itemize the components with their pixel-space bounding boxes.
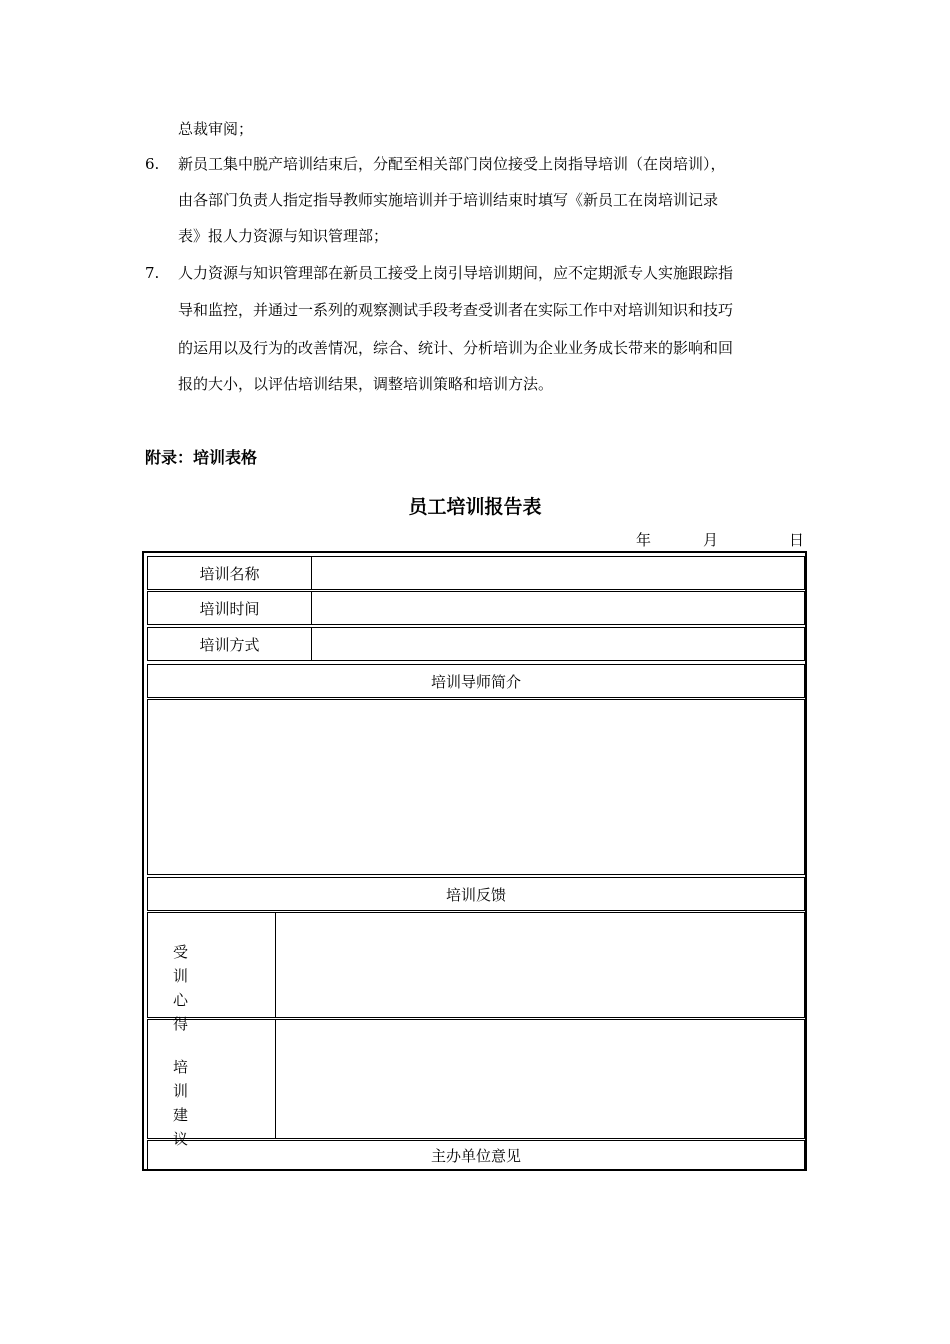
suggestion-label-cell — [147, 1019, 276, 1148]
organizer-opinion-header: 主办单位意见 — [147, 1140, 805, 1170]
text-line: 新员工集中脱产培训结束后，分配至相关部门岗位接受上岗指导培训（在岗培训）， — [178, 155, 726, 173]
instructor-intro-header: 培训导师简介 — [147, 664, 805, 698]
experience-char: 得 — [173, 1015, 189, 1033]
date-year-label: 年 — [636, 531, 652, 549]
date-month-label: 月 — [703, 531, 719, 549]
training-time-field[interactable] — [311, 591, 805, 625]
text-line: 的运用以及行为的改善情况，综合、统计、分析培训为企业业务成长带来的影响和回 — [178, 339, 734, 357]
suggestion-field[interactable] — [275, 1019, 805, 1139]
text-line: 报的大小，以评估培训结果，调整培训策略和培训方法。 — [178, 375, 554, 393]
suggestion-char: 建 — [173, 1106, 189, 1124]
suggestion-char: 培 — [173, 1058, 189, 1076]
training-time-label: 培训时间 — [147, 591, 312, 625]
training-name-label: 培训名称 — [147, 556, 312, 590]
date-day-label: 日 — [789, 531, 805, 549]
list-number: 6. — [145, 155, 160, 173]
form-title: 员工培训报告表 — [408, 496, 542, 518]
text-line: 由各部门负责人指定指导教师实施培训并于培训结束时填写《新员工在岗培训记录 — [178, 191, 719, 209]
suggestion-char: 议 — [173, 1130, 189, 1148]
experience-char: 心 — [173, 991, 189, 1009]
experience-field[interactable] — [275, 912, 805, 1018]
text-line: 人力资源与知识管理部在新员工接受上岗引导培训期间，应不定期派专人实施跟踪指 — [178, 264, 734, 282]
text-line: 导和监控，并通过一系列的观察测试手段考查受训者在实际工作中对培训知识和技巧 — [178, 301, 734, 319]
list-number: 7. — [145, 264, 160, 282]
suggestion-char: 训 — [173, 1082, 189, 1100]
report-form-table — [142, 551, 807, 1171]
training-method-field[interactable] — [311, 627, 805, 661]
training-name-field[interactable] — [311, 556, 805, 590]
instructor-intro-field[interactable] — [147, 699, 805, 875]
text-line: 总裁审阅； — [178, 120, 254, 138]
text-line: 表》报人力资源与知识管理部； — [178, 227, 389, 245]
feedback-header: 培训反馈 — [147, 877, 805, 911]
experience-label-cell — [147, 912, 276, 1033]
appendix-heading: 附录：培训表格 — [145, 448, 258, 467]
training-method-label: 培训方式 — [147, 627, 312, 661]
experience-char: 受 — [173, 943, 189, 961]
experience-char: 训 — [173, 967, 189, 985]
